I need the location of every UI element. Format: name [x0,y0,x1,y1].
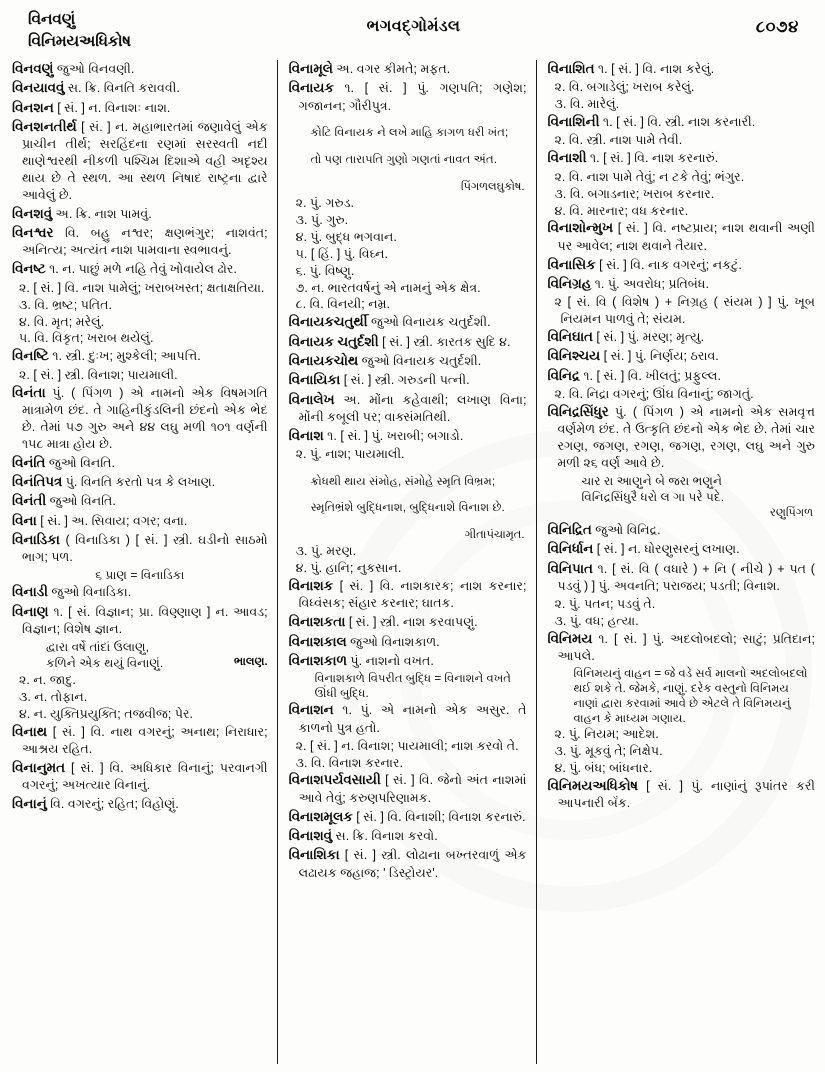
headword: વિનવણું [12,61,54,76]
dict-entry [12,512,268,530]
sense: ૩. પું. મરણ. [295,544,357,559]
headword: વિનિદ્ર [547,367,580,383]
sense: ૨. વિ. નાશ પામે તેવું; ન ટકે તેવું; ભંગુર. [554,169,745,184]
sense: ૨. [ સં. ] વિ. નાશ પામેલું; ખરાબખસ્ત; ક્ષતાક્ષતિયા. [19,280,265,295]
headword: વિનિમયઅધિકોષ [547,778,638,794]
verse-line: સ્મૃતિભ્રંશે બુદ્ધિનાશ, બુદ્ધિનાશે વિનાશ છે. [310,501,505,515]
sense: ૩. ન. તોફાન. [19,689,88,704]
verse-source: ગીતાપંચામૃત. [464,528,525,541]
dict-entry [289,808,527,826]
verse-source: રણુપિંગળ [770,506,813,519]
headword: વિનાશિકા [288,847,340,863]
headword: વિનિશ્ચય [547,348,601,364]
definition: [ સં. ] વિ. નાશકારક; નાશ કરનાર; વિધ્વંસક; સંહાર કરનાર; ઘાતક. [298,579,527,611]
dict-entry [548,149,815,167]
dict-entry [289,633,527,651]
definition: પું. નાશનો વખત. [350,653,434,668]
headword: વિનાનુમત [12,759,65,775]
sense: ૪. પું. બંધ; બાંધનાર. [554,761,653,776]
definition: [ સં. ] વિ. અધિકાર વિનાનું; પરવાનગી વગરનું; અખત્યાર વિનાનું. [22,760,268,793]
dict-entry [289,352,527,370]
headword: વિનષ્ટિ [12,348,49,364]
sense: ૧. [ સં. ] વિ. ખીલતું; પ્રફુલ્લ. [583,368,721,383]
sense: ૩. વિ. બગાડનાર; ખરાબ કરનાર. [554,186,715,201]
headword: વિનશન [12,99,54,115]
dict-entry [289,827,527,845]
definition: જુઓ વિનાશકાળ. [350,634,440,649]
definition: પું. ( પિંગળ ) એ નામનો એક વિષમગતિ માત્રામેળ છંદ. તે ગાહિનીકુંડલિની છંદનો એક ભેદ છે. તેમાં ૫૭ ગુરુ અને ૪૪ લઘુ મળી ૧૦૧ વર્ણની ૧૫૮ માત્રા હોય છે. [22,385,268,451]
sense: ૧. [ સં. વિજ્ઞાન; પ્રા. વિણ્ણાણ ] ન. આવડ; વિજ્ઞાન; વિશેષ જ્ઞાન. [22,604,268,637]
definition: [ સં. ] પું. નાણાંનું રૂપાંતર કરી આપનારી બૅંક. [557,779,815,811]
verse-line-with-source [12,655,268,671]
dict-entry [12,531,268,566]
dict-entry [12,795,268,813]
sense: ૧. [ સં. ] પું. અદલોબદલો; સાટું; પ્રતિદાન; આપલે. [557,631,815,664]
column-3 [536,60,815,1064]
page-header [12,8,815,60]
headword: વિનાશ [288,427,324,443]
dict-entry [12,759,268,794]
headword: વિનાનું [12,796,47,812]
headword: વિનાયકચતુર્થી [288,314,368,330]
dict-entry [12,60,268,78]
sense: ૪. પું. બુદ્ધ ભગવાન. [295,229,397,244]
definition: અ. ક્રિ. નાશ પામવું. [55,206,152,221]
dict-entry [289,313,527,331]
column-2 [277,60,536,1064]
usage-example: વિનાશકાળે વિપરીત બુદ્ધિ = વિનાશને વખતે ઊંધી બુદ્ધિ. [314,672,511,701]
sense: ૧. [ સં. ] વિ. નાશ કરનારું. [589,151,719,166]
dict-entry [12,118,268,204]
definition: પું. વિનતિ કરતો પત્ર કે લખાણ. [65,475,216,489]
headword: વિનશ્વર [12,225,54,241]
headword: વિનશવું [12,205,53,221]
dict-entry [289,79,527,114]
headword: વિનિમય [547,630,593,646]
dict-entry [548,403,815,472]
sense: ૩. વિ. ભ્રષ્ટ; પતિત. [19,297,112,312]
sense: ૨. પું. ગરુડ. [295,195,355,210]
running-head-first-word: વિનવણું [28,11,76,28]
definition: [ સં. ] વિ. વિનાશી; વિનાશ કરનારું. [356,809,526,824]
headword: વિનામૂલે [288,61,333,76]
sense: ૭. ન. ભારતવર્ષનું એ નામનું એક ક્ષેત્ર. [295,280,481,295]
dict-entry [548,60,815,78]
sense: ૪. ન. યુક્તિપ્રયુક્તિ; તજવીજ; પેર. [19,706,194,721]
page-number: ૮૦૭૪ [755,18,799,36]
dict-entry [12,205,268,223]
sense: ૪. વિ. મારનાર; વધ કરનાર. [554,203,689,218]
dict-entry [548,113,815,131]
definition: સ. ક્રિ. વિનાશ કરવો. [335,828,438,843]
dict-entry [12,79,268,97]
definition: અ. મોંના કહેવાથી; લખાણ વિના; મોંની કબૂલી પર; વાક્સંમતિથી. [298,392,527,424]
dict-entry [289,333,527,351]
verse-line: દ્વારા વર્ષે તાંદાં ઉલાણુ, [46,639,150,654]
dict-entry [12,603,268,638]
definition: [ સં. ] ન. ધોરણુસરનું લખાણ. [596,542,740,557]
verse-line: ચાર રા આણુને બે જરા ભણુને [581,474,723,488]
sense: ૨. પું. નાશ; પાયમાલી. [295,447,405,462]
sense: ૧. [ સં. ] વિ. નાશ કરેલું. [597,62,715,76]
measure-formula: ૬ પ્રાણ = વિનાડિકા [95,568,185,583]
sense: ૨. વિ. નિદ્રા વગરનું; ઊંઘ વિનાનું; જાગતું. [554,386,754,401]
headword: વિનંતિપત્ર [12,474,63,489]
definition: [ સં. ] અ. સિવાય; વગર; વના. [40,513,188,528]
definition: [ સં. ] સ્ત્રી. નાશ કરવાપણું. [348,615,478,630]
headword: વિનિદ્રસિંધુર [547,403,609,419]
headword: વિનશનતીર્થ [12,118,77,134]
sense: ૧. સ્ત્રી. દુઃખ; મુશ્કેલી; આપત્તિ. [52,349,201,364]
book-title: ભગવદ્ગોમંડલ [366,18,461,35]
headword: વિનિગ્રહ [547,275,592,291]
dict-entry [548,540,815,558]
definition: [ સં. ] સ્ત્રી. લોઢાના બખ્તરવાળું એક લઢાયક જહાજ; ' ડિસ્ટ્રોયર'. [298,848,527,880]
columns-container [12,60,815,1064]
definition: જુઓ વિનવણી. [56,62,135,76]
dict-entry [289,60,527,78]
headword: વિનિઘાત [547,329,593,345]
headword: વિનિપાત [547,560,593,576]
definition: [ સં. ] સ્ત્રી. ગરુડની પત્ની. [343,373,470,388]
headword: વિનાથ [12,723,47,739]
running-head-last-word: વિનિમયઅધિકોષ [28,33,131,50]
headword: વિનાશિની [547,114,600,130]
headword: વિનાશવું [288,827,332,843]
sense: ૨. પું. પતન; પડવું તે. [554,596,656,611]
dict-entry [548,367,815,385]
sense: ૨. ન. જાદુ. [19,672,76,687]
verse-line: ક્રોધથી થાય સંમોહ, સંમોહે સ્મૃતિ વિભ્રમ; [310,474,496,488]
headword: વિનાશકાળ [288,652,347,668]
definition: [ સં. ] ન. મહાભારતમાં જણાવેલું એક પ્રાચીન તીર્થ; સરહિંદના રણમાં સરસ્વતી નદી થાણેશ્વરથી નીકળી પશ્ચિમ દિશાએ વહી અદૃશ્ય થાય છે તે સ્થળ. આ સ્થળ નિષાદ રાષ્ટ્રના દ્વારે આવેલું છે. [22,119,268,202]
sense: ૨. [ સં. ] ન. વિનાશ; પાયમાલી; નાશ કરવો તે. [295,738,519,753]
headword: વિનાડિકા [12,531,60,547]
column-1 [12,60,277,1064]
headword: વિનાશક [288,578,334,594]
dict-entry [12,384,268,453]
headword: વિનાશિત [547,61,595,76]
definition: જુઓ વિનતિ. [49,494,116,509]
sense: ૨. પું. નિયમ; આદેશ. [554,727,659,742]
headword: વિનષ્ટ [12,261,46,277]
sense: ૧. [ સં. ] પું. ખરાબી; બગાડો. [327,428,464,443]
definition: સ. ક્રિ. વિનતિ કરાવવી. [67,81,180,96]
dict-entry [12,492,268,510]
dict-entry [289,846,527,881]
dict-entry [12,454,268,472]
dict-entry [289,371,527,389]
dict-entry [548,560,815,595]
dict-entry [289,771,527,806]
sense: ૮. વિ. વિનયી; નમ્ર. [295,297,391,312]
dict-entry [548,275,815,293]
headword: વિનાયિકા [288,372,341,388]
sense: ૧. ન. પાછું મળે નહિ તેવું ખોવાયેલ ઢોર. [49,262,237,277]
sense: ૨ [ સં. વિ ( વિશેષ ) + નિગ્રહ ( સંયમ ) ] પું. ખૂબ નિયમન પાળવું તે; સંયમ. [554,295,815,327]
verse-source: ભાલણ. [234,656,268,669]
sense: ૫. [ હિં. ] પું. વિઘ્ન. [295,246,389,261]
dict-entry [289,701,527,736]
definition: જુઓ વિનાયક ચતુર્દશી. [371,315,491,330]
sense: ૨. [ સં. ] સ્ત્રી. વિનાશ; પાયમાલી. [19,367,178,382]
definition: [ સં. ] વિ. નષ્ટપ્રાય; નાશ થવાની અણી પર આવેલ; નાશ થવાને તૈયાર. [557,221,815,253]
verse-line: વિનિદ્રસિંધુરૈ ધરો લ ગા પરે પદે. [581,490,725,505]
dict-entry [289,427,527,445]
dict-entry [548,347,815,365]
sense: ૫. વિ. વિકૃત; ખરાબ થયેલું. [19,331,154,346]
definition: જુઓ વિનાયક ચતુર્દશી. [361,353,482,368]
dict-entry [12,224,268,259]
sense: ૧. [ સં. ] પું. ગણપતિ; ગણેશ; ગજાનન; ગૌરીપુત્ર. [298,81,527,113]
definition: [ સં. ] પું. નિર્ણય; ઠરાવ. [603,349,719,364]
headword: વિનાશમૂલક [288,808,353,824]
definition: વિ. બહુ નશ્વર; ક્ષણભંગુર; નાશવંત; અનિત્ય; અત્યંત નાશ પામવાના સ્વભાવનું. [22,226,268,258]
sense: ૨. વિ. સ્ત્રી. નાશ પામે તેવી. [554,133,683,148]
dict-entry [12,583,268,601]
sense: ૪. વિ. મૃત; મરેલું. [19,314,105,329]
dict-entry [289,613,527,631]
headword: વિનંતી [12,493,47,509]
dict-entry [12,99,268,117]
dict-entry [12,347,268,365]
headword: વિનંતા [12,384,46,400]
sense: ૧. [ સં. ] વિ. સ્ત્રી. નાશ કરનારી. [602,115,756,130]
definition: જુઓ વિનિદ્ર. [595,523,661,538]
headword: વિનંતિ [12,454,46,470]
headword: વિનાશકાલ [288,633,347,649]
headword: વિનાલેખ [288,391,335,407]
dict-entry [548,521,815,539]
headword: વિનાશકતા [288,614,346,630]
headword: વિનિદ્રિત [547,522,592,538]
definition: [ સં. ] વિ. જેનો અંત નાશમાં આવે તેવું; કરુણપરિણામક. [298,773,527,805]
headword: વિનાશપર્યવસાયી [288,772,381,788]
dict-entry [289,391,527,426]
verse-source: પિંગળલઘુકોષ. [460,180,525,193]
verse-line: કોટિ વિનાયક ને લખે માહિ કાગળ ધરી ખંત; [310,126,509,140]
headword: વિનયાવવું [12,80,65,96]
dict-entry [548,219,815,254]
headword: વિનાયકચોથ [288,352,359,368]
definition: [ સં. ] વિ. નાક વગરનું; નકટું. [599,257,742,272]
dict-entry [289,577,527,612]
dict-entry [548,256,815,274]
dict-entry [12,723,268,758]
sense: ૧. [ સં. વિ ( વધારે ) + નિ ( નીચે ) + પત ( પડવું ) ] પું. અવનતિ; પરાજય; પડતી; વિનાશ. [557,561,815,593]
definition: [ સં. ] પું. મરણ; મૃત્યુ. [596,330,705,345]
headword: વિનાયક ચતુર્દશી [288,333,379,349]
headword: વિનાશોન્મુખ [547,220,614,236]
headword: વિનાડી [12,584,48,600]
headword: વિનાસિક [547,256,596,272]
headword: વિના [12,512,37,528]
sense: ૨. વિ. બગાડેલું; ખરાબ કરેલું. [554,80,695,95]
sense: ૪. પું. હાનિ; નુકસાન. [295,561,402,576]
sense: ૩. પું. મૂકવું તે; નિક્ષેપ. [554,744,663,759]
sense: ૩. પું. વધ; હત્યા. [554,613,639,628]
dict-entry [548,630,815,665]
definition: જુઓ વિનાડિકા. [51,585,132,600]
usage-example: વિનિમયનું વાહન = જે વડે સર્વ માલનો અદલોબદલો થઈ શકે તે. જેમકે, નાણું. દરેક વસ્તુનો વિનિમય નાણાં દ્વારા કરવામાં આવે છે એટલે તે વિનિમયનું વાહન કે માધ્યમ ગણાય. [573,667,808,726]
headword: વિનાશી [547,150,587,166]
dict-entry [12,473,268,491]
dict-entry [548,777,815,812]
dict-entry [12,260,268,278]
dict-entry [289,652,527,670]
dict-entry [548,328,815,346]
sense: ૧. પું. એ નામનો એક અસુર. તે કાળનો પુત્ર હતો. [298,703,527,735]
headword: વિનાણ [12,603,49,619]
sense: ૧. પું. અવરોધ; પ્રતિબંધ. [594,276,709,291]
definition: ( વિનાડિકા ) [ સં. ] સ્ત્રી. ઘડીનો સાઠમો ભાગ; પળ. [22,532,268,565]
verse-text: કળિને એક થયું વિનાણું. [46,656,164,671]
headword: વિનાયક [288,80,334,96]
sense: ૩. વિ. વિનાશ કરનાર. [295,755,403,770]
definition: અ. વગર કીમતે; મફત. [336,62,451,76]
verse-line: તો પણ તારાપતિ ગુણો ગણતાં નાવત અંત. [310,152,497,166]
sense: ૬. પું. વિષ્ણુ. [295,263,355,278]
headword: વિનિર્ધાન [547,541,594,557]
definition: વિ. વગરનું; રહિત; વિહોણું. [50,797,179,812]
headword: વિનાશન [288,702,334,718]
definition: [ સં. ] વિ. નાથ વગરનું; અનાથ; નિરાધાર; આશ્રય રહિત. [22,724,268,756]
definition: [ સં. ] ન. વિનાશઃ નાશ. [57,100,171,115]
sense: ૩. પું. ગુરુ. [295,212,349,227]
definition: જુઓ વિનતિ. [48,455,116,470]
definition: [ સં. ] સ્ત્રી. કારતક સુદિ ૪. [382,334,511,349]
definition: પું. ( પિંગળ ) એ નામનો એક સમવૃત્ત વર્ણમેળ છંદ. તે ઉત્કૃતિ છંદનો એક ભેદ છે. તેમાં ચાર રગણ, જગણ, રગણ, જગણ, રગણ, લઘુ અને ગુરુ મળી ૨૬ વર્ણ આવે છે. [557,404,815,471]
sense: ૩. વિ. મારેલું. [554,97,620,112]
